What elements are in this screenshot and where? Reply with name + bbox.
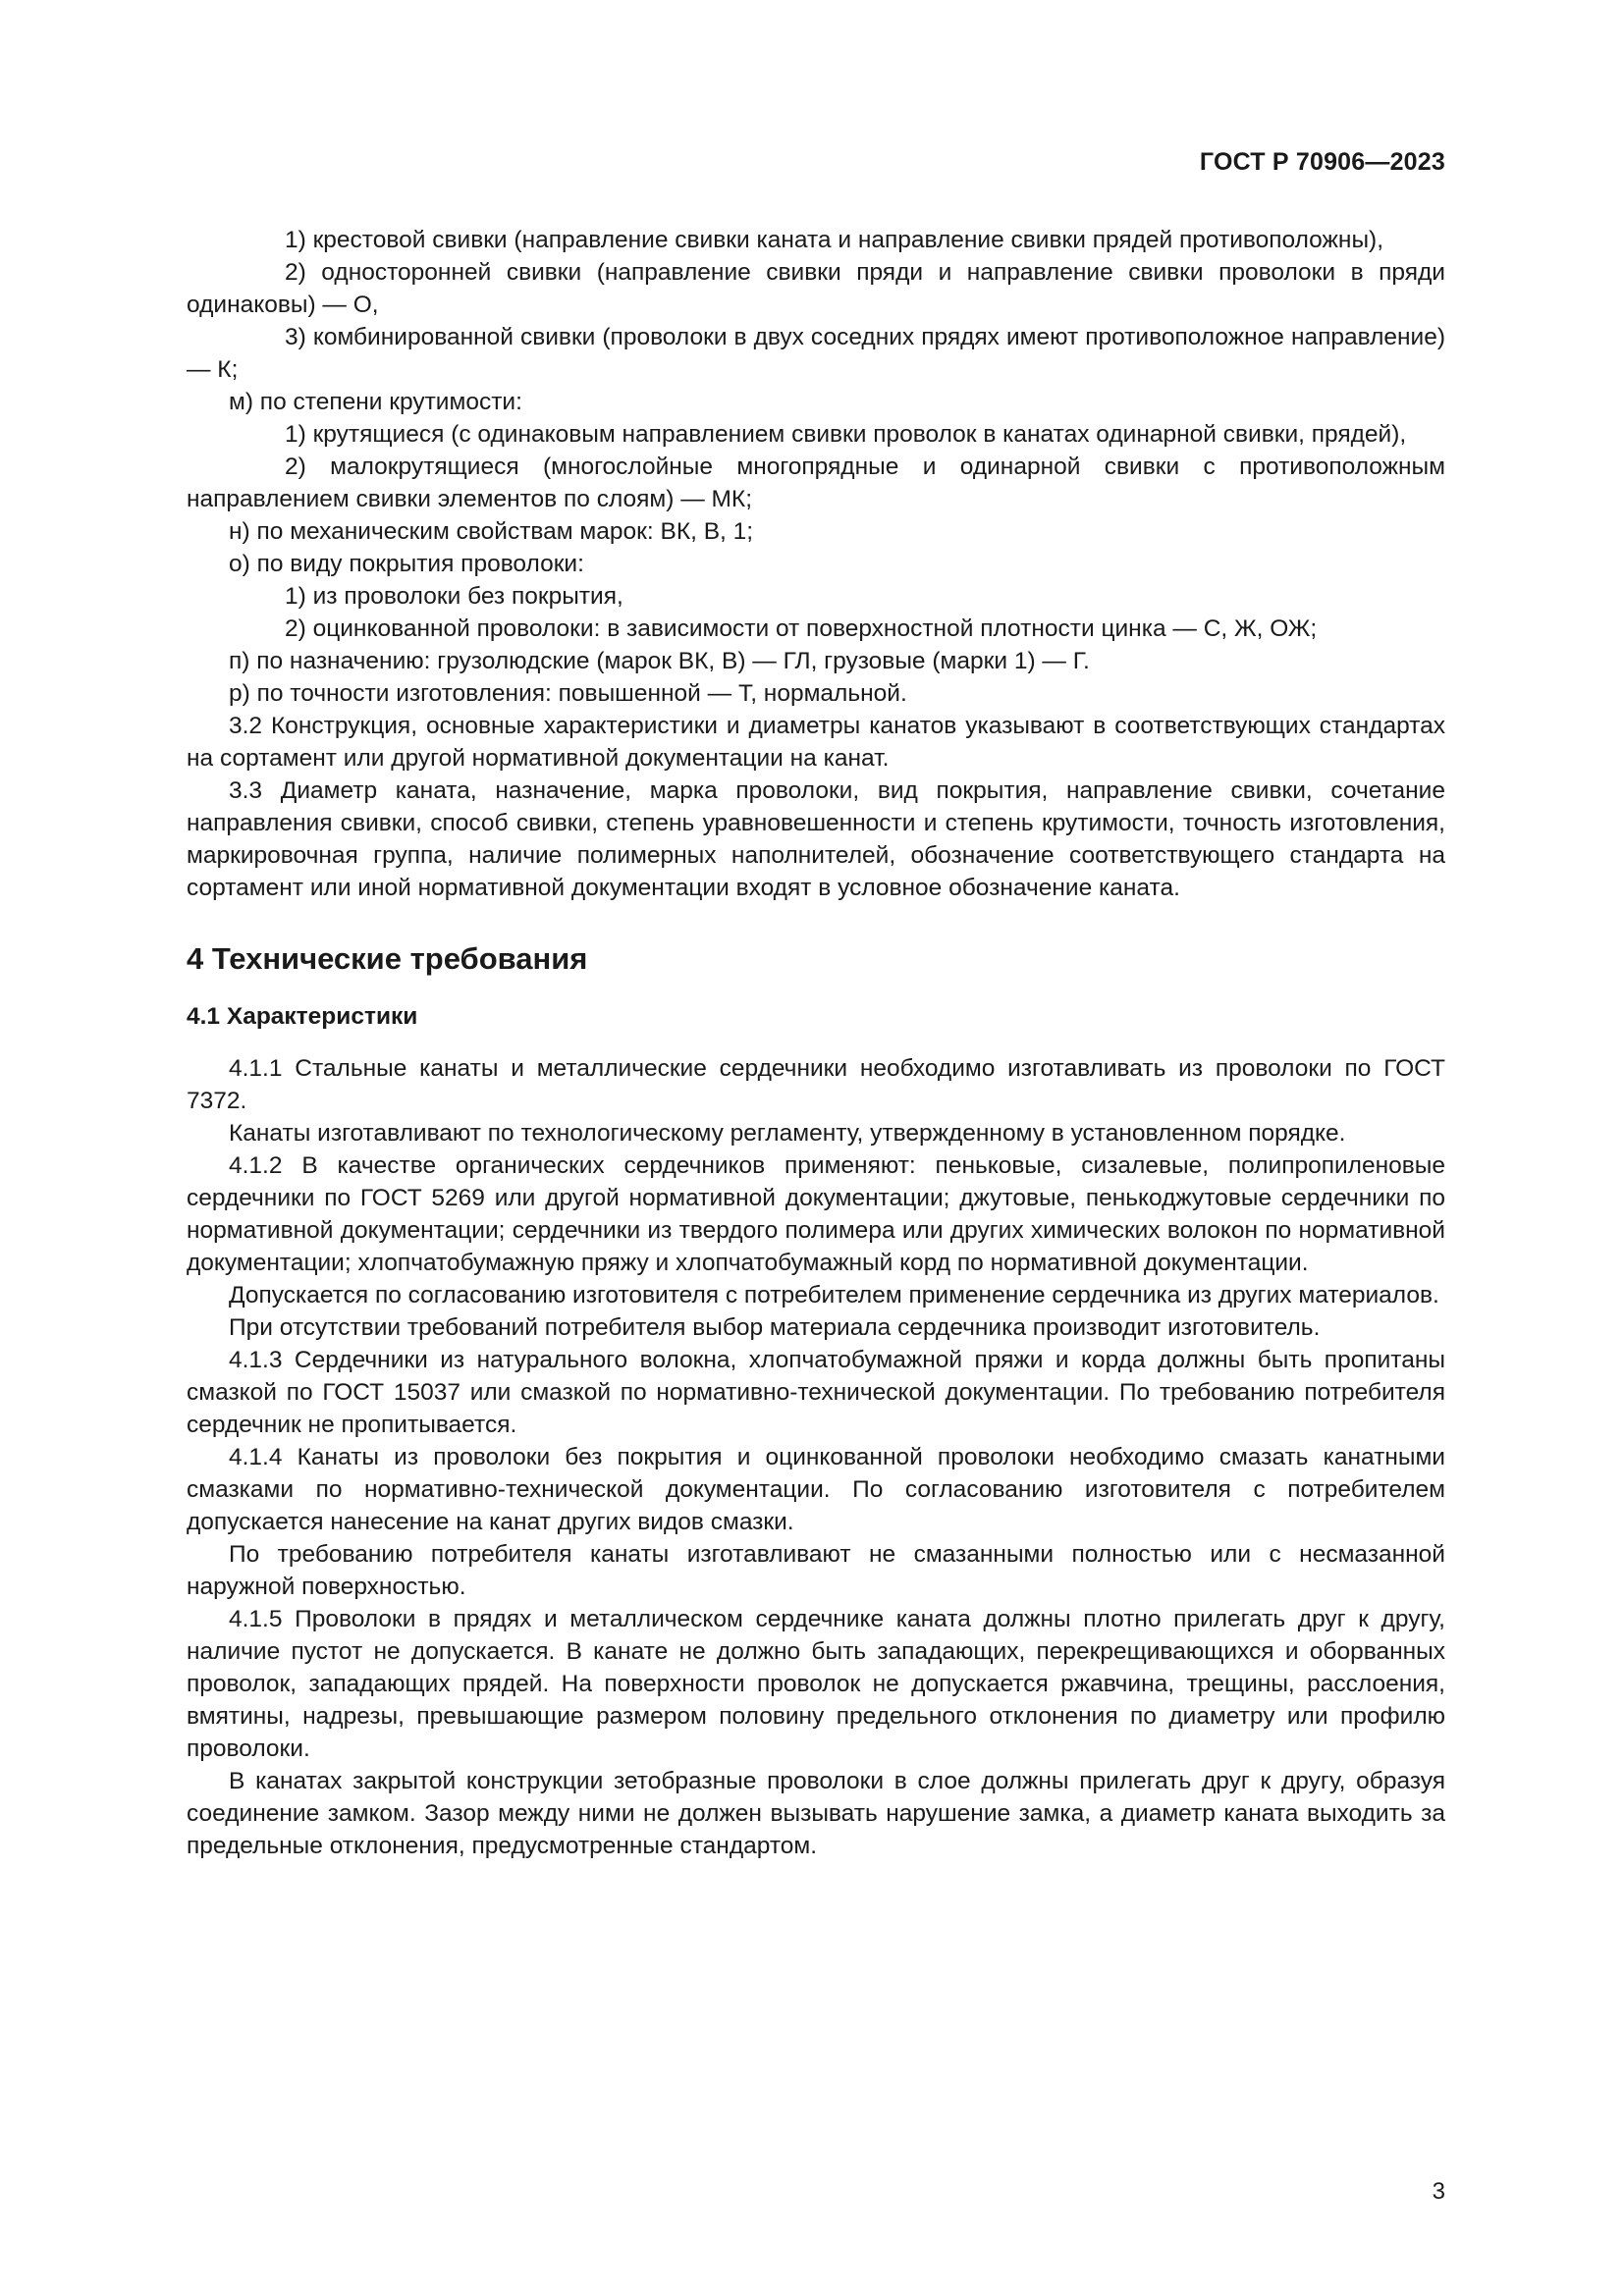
paragraph-4-1-3: 4.1.3 Сердечники из натурального волокна, хлопчатобумажной пряжи и корда должны быть пропитаны смазкой по ГОСТ 15037 или смазкой по нормативно-технической документации. По требованию потребителя сердечник не пропитывается. <box>187 1347 1445 1438</box>
paragraph-uncoated-wire: 1) из проволоки без покрытия, <box>285 583 623 610</box>
paragraph-galvanized-wire: 2) оцинкованной проволоки: в зависимости от поверхностной плотности цинка — С, Ж, ОЖ; <box>285 615 1318 642</box>
paragraph-4-1-1: 4.1.1 Стальные канаты и металлические сердечники необходимо изготавливать из проволоки по ГОСТ 7372. <box>187 1055 1445 1114</box>
paragraph-cross-lay: 1) крестовой свивки (направление свивки каната и направление свивки прядей противоположны), <box>285 227 1384 253</box>
section-4-heading: 4 Технические требования <box>187 941 588 976</box>
page-number: 3 <box>1432 2178 1445 2205</box>
paragraph-purpose: п) по назначению: грузолюдские (марок ВК, В) — ГЛ, грузовые (марки 1) — Г. <box>229 648 1090 674</box>
paragraph-3-3: 3.3 Диаметр каната, назначение, марка проволоки, вид покрытия, направление свивки, сочетание направления свивки, способ свивки, степень уравновешенности и степень крутимости, точность изготовления, маркировочная группа, наличие полимерных наполнителей, обозначение соответствующего стандарта на сортамент или иной нормативной документации входят в условное обозначение каната. <box>187 777 1445 901</box>
document-body <box>187 224 1445 1862</box>
paragraph-4-1-2: 4.1.2 В качестве органических сердечников применяют: пеньковые, сизалевые, полипропиленовые сердечники по ГОСТ 5269 или другой нормативной документации; джутовые, пенькоджутовые сердечники по нормативной документации; сердечники из твердого полимера или других химических волокон по нормативной документации; хлопчатобумажную пряжу и хлопчатобумажный корд по нормативной документации. <box>187 1152 1445 1276</box>
paragraph-low-rotating: 2) малокрутящиеся (многослойные многопрядные и одинарной свивки с противоположным направлением свивки элементов по слоям) — МК; <box>187 454 1445 512</box>
paragraph-mechanical-grades: н) по механическим свойствам марок: ВК, В, 1; <box>229 518 754 545</box>
section-4-1-heading: 4.1 Характеристики <box>187 1003 418 1030</box>
paragraph-4-1-5: 4.1.5 Проволоки в прядях и металлическом сердечнике каната должны плотно прилегать друг к другу, наличие пустот не допускается. В канате не должно быть западающих, перекрещивающихся и оборванных проволок, западающих прядей. На поверхности проволок не допускается ржавчина, трещины, расслоения, вмятины, надрезы, превышающие размером половину предельного отклонения по диаметру или профилю проволоки. <box>187 1606 1445 1762</box>
paragraph-coating-type: о) по виду покрытия проволоки: <box>229 551 584 577</box>
paragraph-regulation: Канаты изготавливают по технологическому регламенту, утвержденному в установленном порядке. <box>229 1120 1346 1147</box>
paragraph-closed-construction: В канатах закрытой конструкции зетобразные проволоки в слое должны прилегать друг к другу, образуя соединение замком. Зазор между ними не должен вызывать нарушение замка, а диаметр каната выходить за предельные отклонения, предусмотренные стандартом. <box>187 1768 1445 1859</box>
paragraph-combined-lay: 3) комбинированной свивки (проволоки в двух соседних прядях имеют противоположное направление) — К; <box>187 324 1445 383</box>
document-page <box>187 0 1445 2296</box>
paragraph-manufacturer-choice: При отсутствии требований потребителя выбор материала сердечника производит изготовитель. <box>229 1314 1321 1341</box>
paragraph-precision: р) по точности изготовления: повышенной — Т, нормальной. <box>229 680 907 707</box>
paragraph-4-1-4: 4.1.4 Канаты из проволоки без покрытия и оцинкованной проволоки необходимо смазать канатными смазками по нормативно-технической документации. По согласованию изготовителя с потребителем допускается нанесение на канат других видов смазки. <box>187 1444 1445 1535</box>
paragraph-3-2: 3.2 Конструкция, основные характеристики и диаметры канатов указывают в соответствующих стандартах на сортамент или другой нормативной документации на канат. <box>187 713 1445 772</box>
paragraph-unlubricated: По требованию потребителя канаты изготавливают не смазанными полностью или с несмазанной наружной поверхностью. <box>187 1541 1445 1600</box>
paragraph-one-side-lay: 2) односторонней свивки (направление свивки пряди и направление свивки проволоки в пряди одинаковы) — О, <box>187 259 1445 318</box>
paragraph-rotation-degree: м) по степени крутимости: <box>229 389 522 415</box>
paragraph-other-materials: Допускается по согласованию изготовителя с потребителем применение сердечника из других материалов. <box>229 1282 1439 1308</box>
paragraph-rotating: 1) крутящиеся (с одинаковым направлением свивки проволок в канатах одинарной свивки, прядей), <box>285 421 1407 448</box>
document-header-id: ГОСТ Р 70906—2023 <box>1199 148 1445 176</box>
